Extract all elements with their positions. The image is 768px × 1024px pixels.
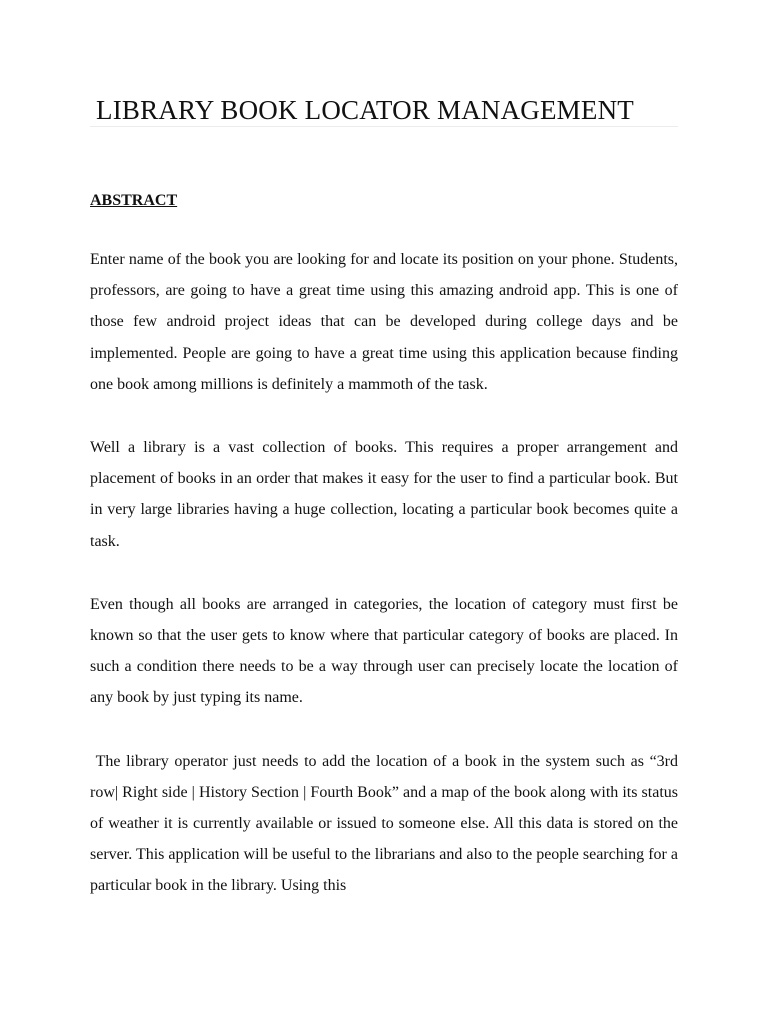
abstract-paragraph-3: Even though all books are arranged in categories, the location of category must first be known so that the user gets to know where that particular category of books are placed. In such a condition there needs to be a way through user can precisely locate the location of any book by just typing its name.	[90, 595, 678, 707]
title-divider	[90, 126, 678, 127]
abstract-paragraph-2: Well a library is a vast collection of books. This requires a proper arrangement and placement of books in an order that makes it easy for the user to find a particular book. But in very large libraries having a huge collection, locating a particular book becomes quite a task.	[90, 439, 678, 550]
abstract-heading: ABSTRACT	[90, 192, 178, 209]
abstract-paragraph-4: The library operator just needs to add the location of a book in the system such as “3rd row| Right side | History Section | Fourth Book” and a map of the book along with its status of weather it is currently available or issued to someone else. All this data is stored on the server. This application will be useful to the librarians and also to the people searching for a particular book in the library. Using this	[90, 752, 683, 895]
abstract-paragraph-1: Enter name of the book you are looking for and locate its position on your phone. Students, professors, are going to have a great time using this amazing android app. This is one of those few android project ideas that can be developed during college days and be implemented. People are going to have a great time using this application because finding one book among millions is definitely a mammoth of the task.	[90, 251, 678, 393]
abstract-body	[90, 244, 683, 902]
document-title: LIBRARY BOOK LOCATOR MANAGEMENT	[96, 95, 634, 125]
